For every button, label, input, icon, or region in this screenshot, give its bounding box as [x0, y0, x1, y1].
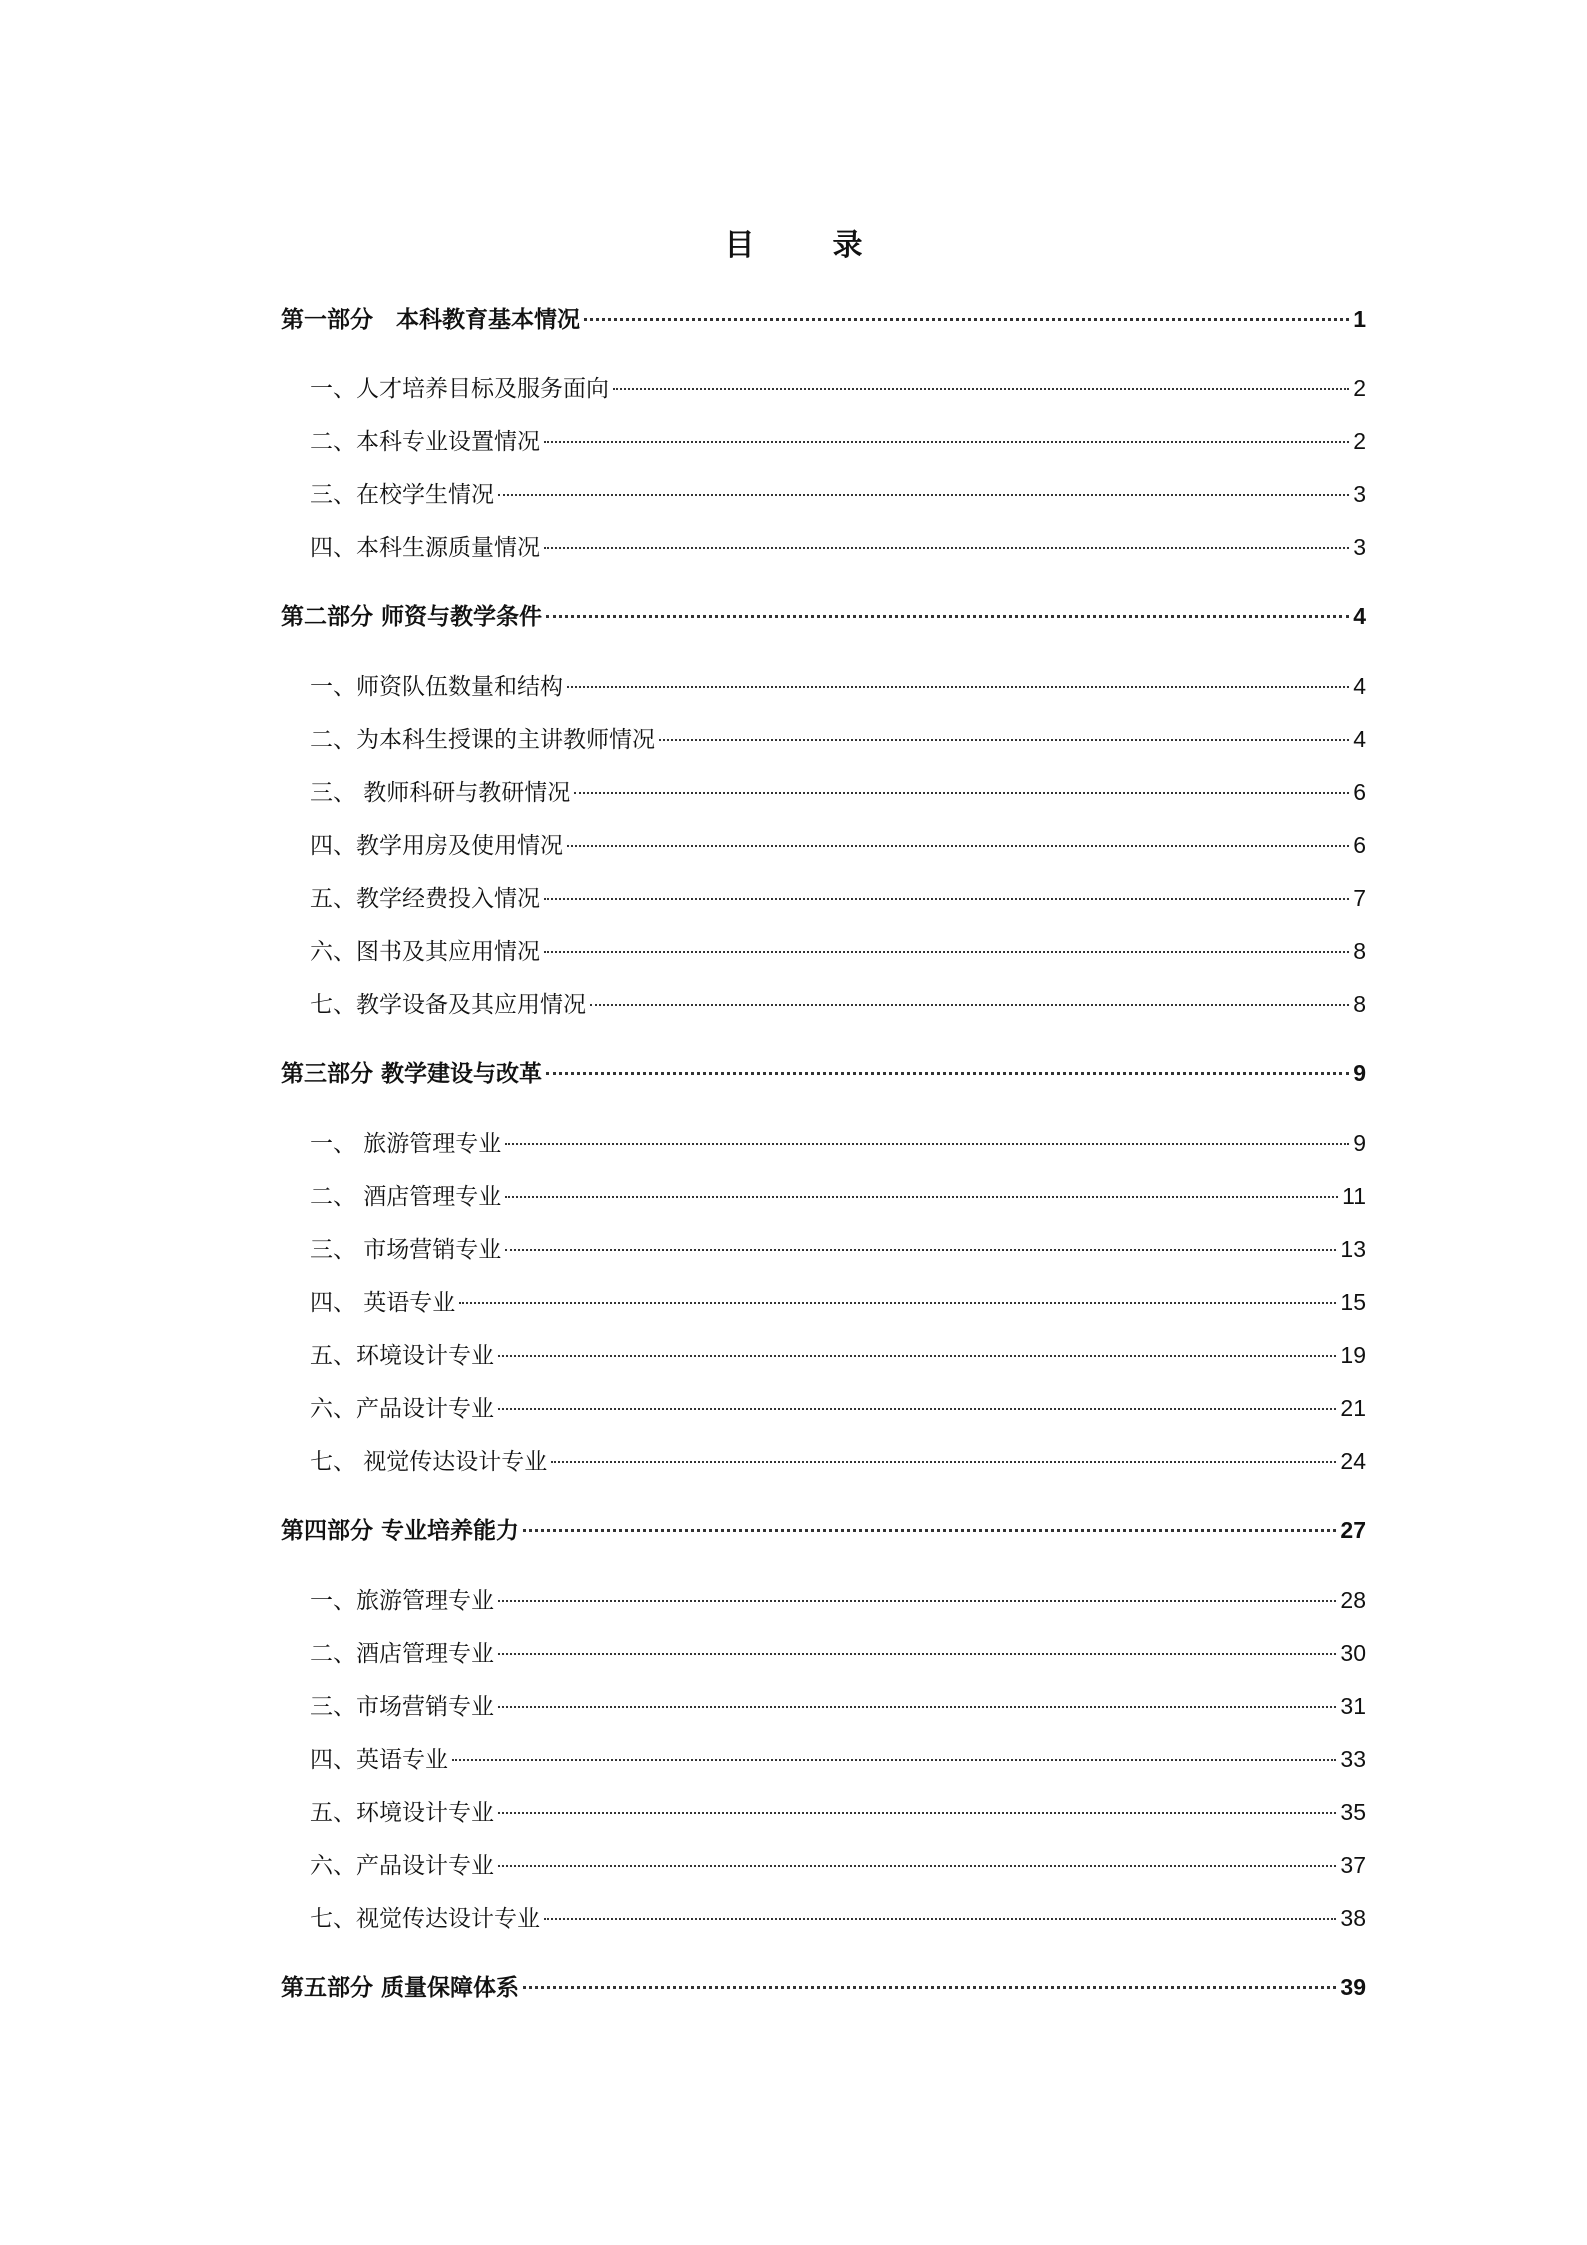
toc-section-entry[interactable] [281, 474, 1366, 514]
toc-dot-leader [498, 1706, 1336, 1708]
toc-page-number: 38 [1340, 1905, 1366, 1931]
toc-dot-leader [498, 1865, 1336, 1867]
toc-section-entry[interactable] [281, 719, 1366, 759]
toc-dot-leader [452, 1759, 1336, 1761]
toc-dot-leader [613, 388, 1349, 390]
toc-section-entry[interactable] [281, 772, 1366, 812]
toc-entry-label: 一、师资队伍数量和结构 [310, 674, 563, 700]
toc-entry-label: 五、环境设计专业 [310, 1800, 494, 1826]
toc-dot-leader [459, 1302, 1336, 1304]
toc-entry-label: 五、环境设计专业 [310, 1343, 494, 1369]
toc-dot-leader [546, 615, 1349, 618]
toc-dot-leader [659, 739, 1349, 741]
toc-dot-leader [498, 1600, 1336, 1602]
toc-dot-leader [544, 1918, 1336, 1920]
toc-page-number: 4 [1353, 726, 1366, 752]
toc-page-number: 33 [1340, 1746, 1366, 1772]
toc-entry-label: 七、 视觉传达设计专业 [310, 1449, 548, 1475]
toc-section-entry[interactable] [281, 1441, 1366, 1481]
toc-section-entry[interactable] [281, 1229, 1366, 1269]
toc-page-number: 6 [1353, 779, 1366, 805]
toc-part-entry[interactable] [281, 1053, 1366, 1093]
toc-entry-label: 四、英语专业 [310, 1747, 448, 1773]
toc-section-entry[interactable] [281, 984, 1366, 1024]
toc-section-entry[interactable] [281, 825, 1366, 865]
toc-entry-label: 六、产品设计专业 [310, 1396, 494, 1422]
toc-page-number: 3 [1353, 534, 1366, 560]
toc-dot-leader [544, 547, 1349, 549]
toc-entry-label: 四、本科生源质量情况 [310, 535, 540, 561]
toc-dot-leader [505, 1196, 1338, 1198]
toc-page-number: 15 [1340, 1289, 1366, 1315]
toc-entry-label: 第五部分 质量保障体系 [281, 1975, 520, 2001]
toc-page-number: 4 [1353, 603, 1366, 629]
toc-dot-leader [498, 1812, 1336, 1814]
toc-page-number: 9 [1353, 1130, 1366, 1156]
toc-entry-label: 六、图书及其应用情况 [310, 939, 540, 965]
toc-dot-leader [498, 494, 1349, 496]
toc-dot-leader [567, 686, 1349, 688]
toc-section-entry[interactable] [281, 368, 1366, 408]
toc-page-number: 3 [1353, 481, 1366, 507]
toc-title: 目 录 [724, 228, 887, 263]
toc-entry-label: 七、视觉传达设计专业 [310, 1906, 540, 1932]
toc-page-number: 6 [1353, 832, 1366, 858]
toc-page-number: 39 [1340, 1974, 1366, 2000]
toc-page-number: 19 [1340, 1342, 1366, 1368]
toc-page-number: 4 [1353, 673, 1366, 699]
toc-section-entry[interactable] [281, 1335, 1366, 1375]
toc-section-entry[interactable] [281, 1282, 1366, 1322]
toc-page-number: 27 [1340, 1517, 1366, 1543]
toc-section-entry[interactable] [281, 1739, 1366, 1779]
toc-part-entry[interactable] [281, 1967, 1366, 2007]
toc-entry-label: 二、酒店管理专业 [310, 1641, 494, 1667]
toc-entry-label: 三、 市场营销专业 [310, 1237, 502, 1263]
toc-section-entry[interactable] [281, 1898, 1366, 1938]
toc-page-number: 37 [1340, 1852, 1366, 1878]
toc-dot-leader [584, 318, 1349, 321]
toc-section-entry[interactable] [281, 931, 1366, 971]
toc-page-number: 31 [1340, 1693, 1366, 1719]
toc-part-entry[interactable] [281, 1510, 1366, 1550]
toc-section-entry[interactable] [281, 421, 1366, 461]
toc-dot-leader [498, 1355, 1336, 1357]
toc-page-number: 2 [1353, 375, 1366, 401]
toc-page-number: 21 [1340, 1395, 1366, 1421]
toc-entry-label: 第四部分 专业培养能力 [281, 1518, 520, 1544]
toc-dot-leader [590, 1004, 1349, 1006]
toc-page-number: 9 [1353, 1060, 1366, 1086]
toc-entry-label: 二、为本科生授课的主讲教师情况 [310, 727, 655, 753]
toc-part-entry[interactable] [281, 299, 1366, 339]
toc-page-number: 8 [1353, 938, 1366, 964]
toc-section-entry[interactable] [281, 1388, 1366, 1428]
toc-dot-leader [498, 1408, 1336, 1410]
toc-section-entry[interactable] [281, 666, 1366, 706]
toc-entry-label: 七、教学设备及其应用情况 [310, 992, 586, 1018]
toc-entry-label: 三、在校学生情况 [310, 482, 494, 508]
toc-page-number: 24 [1340, 1448, 1366, 1474]
toc-section-entry[interactable] [281, 1176, 1366, 1216]
toc-dot-leader [551, 1461, 1336, 1463]
toc-entry-label: 二、本科专业设置情况 [310, 429, 540, 455]
toc-part-entry[interactable] [281, 596, 1366, 636]
toc-entry-label: 一、人才培养目标及服务面向 [310, 376, 609, 402]
toc-entry-label: 一、旅游管理专业 [310, 1588, 494, 1614]
toc-page-number: 30 [1340, 1640, 1366, 1666]
toc-entry-label: 四、教学用房及使用情况 [310, 833, 563, 859]
toc-entry-label: 五、教学经费投入情况 [310, 886, 540, 912]
toc-section-entry[interactable] [281, 1633, 1366, 1673]
toc-section-entry[interactable] [281, 1792, 1366, 1832]
toc-dot-leader [523, 1529, 1336, 1532]
toc-page-number: 28 [1340, 1587, 1366, 1613]
toc-page-number: 13 [1340, 1236, 1366, 1262]
toc-dot-leader [523, 1986, 1336, 1989]
toc-page-number: 1 [1353, 306, 1366, 332]
toc-dot-leader [546, 1072, 1349, 1075]
toc-entry-label: 三、 教师科研与教研情况 [310, 780, 571, 806]
toc-section-entry[interactable] [281, 878, 1366, 918]
toc-section-entry[interactable] [281, 1845, 1366, 1885]
toc-section-entry[interactable] [281, 1686, 1366, 1726]
toc-page-number: 11 [1342, 1183, 1366, 1209]
toc-page-number: 2 [1353, 428, 1366, 454]
toc-dot-leader [567, 845, 1349, 847]
toc-dot-leader [505, 1249, 1336, 1251]
toc-section-entry[interactable] [281, 1123, 1366, 1163]
toc-page-number: 35 [1340, 1799, 1366, 1825]
toc-section-entry[interactable] [281, 1580, 1366, 1620]
toc-entry-label: 三、市场营销专业 [310, 1694, 494, 1720]
toc-entry-label: 一、 旅游管理专业 [310, 1131, 502, 1157]
toc-page-number: 7 [1353, 885, 1366, 911]
toc-entry-label: 六、产品设计专业 [310, 1853, 494, 1879]
toc-page-number: 8 [1353, 991, 1366, 1017]
toc-entry-label: 二、 酒店管理专业 [310, 1184, 502, 1210]
toc-dot-leader [544, 898, 1349, 900]
toc-dot-leader [505, 1143, 1349, 1145]
toc-dot-leader [544, 951, 1349, 953]
toc-entry-label: 第二部分 师资与教学条件 [281, 604, 543, 630]
toc-dot-leader [574, 792, 1349, 794]
toc-section-entry[interactable] [281, 527, 1366, 567]
toc-dot-leader [544, 441, 1349, 443]
toc-entry-label: 第一部分 本科教育基本情况 [281, 307, 580, 333]
toc-entry-label: 第三部分 教学建设与改革 [281, 1061, 543, 1087]
toc-entry-label: 四、 英语专业 [310, 1290, 456, 1316]
toc-dot-leader [498, 1653, 1336, 1655]
